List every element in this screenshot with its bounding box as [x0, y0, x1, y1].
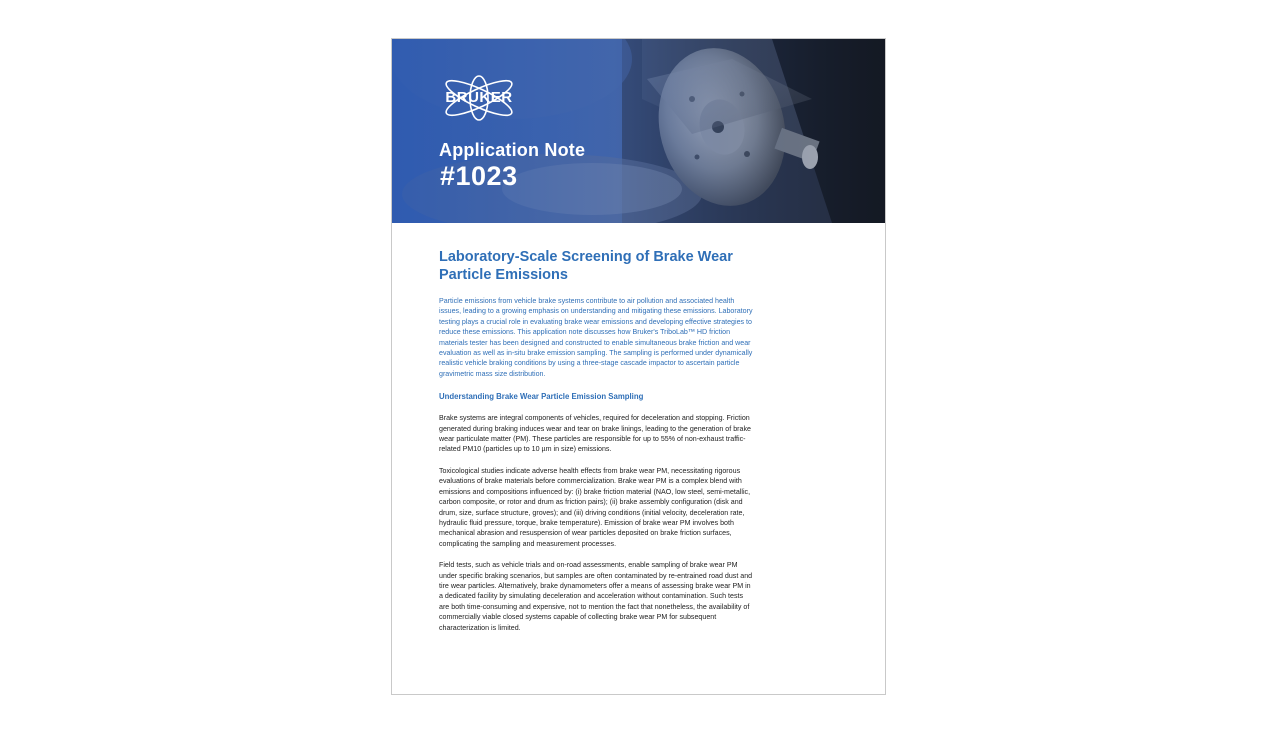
application-note-label: Application Note [439, 140, 586, 160]
body-paragraph-3: Field tests, such as vehicle trials and on-road assessments, enable sampling of brake wear PM under specific braking scenarios, but samples are often contaminated by re-entrained road dust and tire wear particles. Alternatively, brake dynamometers offer a means of assessing brake wear PM in a dedicated facility by simulating deceleration and acceleration without contamination. Such tests are both time-consuming and expensive, not to mention the fact that nonetheless, the availability of commercially viable closed systems capable of collecting brake wear PM for subsequent characterization is limited. [439, 561, 753, 632]
section-heading: Understanding Brake Wear Particle Emission Sampling [439, 392, 644, 402]
logo-text: BRUKER [445, 89, 513, 106]
document-content [439, 249, 755, 633]
document-title: Laboratory-Scale Screening of Brake Wear Particle Emissions [439, 249, 733, 283]
body-paragraph-2: Toxicological studies indicate adverse health effects from brake wear PM, necessitating rigorous evaluations of brake materials before commercialization. Brake wear PM is a complex blend with emissions and compositions influenced by: (i) brake friction material (NAO, low steel, semi-metallic, carbon composite, or rotor and drum as friction pairs); (ii) brake assembly configuration (disk and drum, size, surface structure, groves); and (iii) driving conditions (initial velocity, deceleration rate, hydraulic fluid pressure, torque, brake temperature). Emission of brake wear PM involves both mechanical abrasion and resuspension of wear particles deposited on brake friction surfaces, complicating the sampling and measurement processes. [439, 466, 751, 548]
hero-photo [392, 39, 886, 223]
body-paragraph-1: Brake systems are integral components of vehicles, required for deceleration and stopping. Friction generated during braking induces wear and tear on brake linings, leading to the generation of brake wear particulate matter (PM). These particles are responsible for up to 55% of non-exhaust traffic-related PM10 (particles up to 10 µm in size) emissions. [439, 414, 751, 454]
application-note-number: #1023 [440, 161, 518, 191]
abstract: Particle emissions from vehicle brake systems contribute to air pollution and associated health issues, leading to a growing emphasis on understanding and mitigating these emissions. Laboratory testing plays a crucial role in evaluating brake wear emissions and developing effective strategies to reduce these emissions. This application note discusses how Bruker's TriboLab™ HD friction materials tester has been designed and constructed to enable simultaneous brake friction and wear evaluation as well as in-situ brake emission sampling. The sampling is performed under dynamically realistic vehicle braking conditions by using a three-stage cascade impactor to ascertain particle gravimetric mass size distribution. [439, 297, 753, 378]
bruker-logo [438, 75, 520, 121]
document-page [391, 38, 886, 695]
hero-banner [392, 39, 886, 223]
